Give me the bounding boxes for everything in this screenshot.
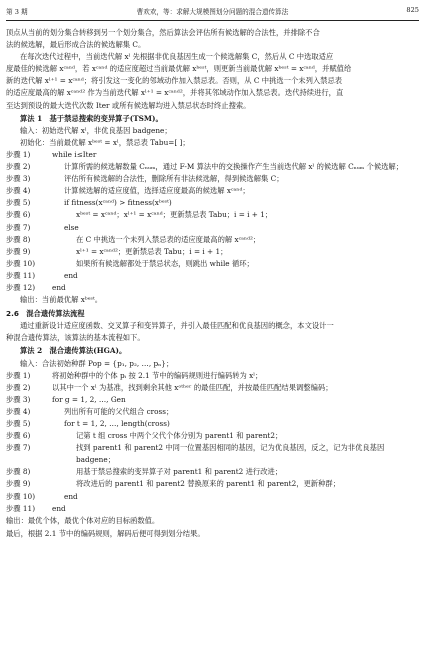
text-line: 至达到预设的最大迭代次数 Iter 或所有候选解均进入禁忌状态时终止搜索。 [6,100,251,110]
step-label: 步骤 1) [6,370,31,380]
step-text: for g = 1, 2, …, Gen [52,394,126,404]
algorithm-output: 输出：最优个体，最优个体对应的目标函数值。 [6,515,160,525]
step-text: end [64,491,78,501]
step-text: xˡ⁺¹ = xᶜᵃⁿᵈ²；更新禁忌表 Tabu；i = i + 1； [76,246,228,256]
step-label: 步骤 11) [6,503,36,513]
step-text: 找到 parent1 和 parent2 中同一位置基因相同的基因，记为优良基因，反之，记为非优良基因 badgene； [76,443,385,465]
text-line: 在每次迭代过程中，当前迭代解 xˡ 先根据非优良基因生成一个候选解集 C，然后从 C 中选取适应 [20,52,334,62]
algorithm-step [6,466,419,478]
step-text: xᵇᵉˢᵗ = xᶜᵃⁿᵈ；xˡ⁺¹ = xᶜᵃⁿᵈ；更新禁忌表 Tabu；i = i + 1； [76,210,273,220]
paragraph-intro [6,27,419,51]
step-label: 步骤 7) [6,222,31,232]
algorithm-step [6,430,419,442]
algorithm-init: 初始化：当前最优解 xᵇᵉˢᵗ = xˡ，禁忌表 Tabu=[ ]； [20,137,190,147]
algorithm-title: 算法 1 基于禁忌搜索的变异算子(TSM)。 [20,113,163,123]
algorithm-step [6,185,419,197]
algorithm-title: 算法 2 混合遗传算法(HGA)。 [20,346,127,356]
text-line: 种混合遗传算法，该算法的基本流程如下。 [6,333,145,343]
algorithm-1 [6,113,419,307]
algorithm-step [6,491,419,503]
step-text: end [52,282,66,292]
step-text: for t = 1, 2, …, length(cross) [64,419,170,428]
algorithm-steps [6,370,419,515]
paragraph-section [6,320,419,344]
step-text: 用基于禁忌搜索的变异算子对 parent1 和 parent2 进行改进； [76,467,283,477]
step-label: 步骤 1) [6,149,31,159]
running-header [6,6,419,20]
section-heading: 2.6 混合遗传算法流程 [6,309,85,319]
algorithm-step [6,442,419,466]
algorithm-output: 输出：当前最优解 xᵇᵉˢᵗ。 [20,295,103,305]
algorithm-steps [6,149,419,294]
algorithm-step [6,370,419,382]
step-text: 将改进后的 parent1 和 parent2 替换原来的 parent1 和 parent2，更新种群； [76,479,340,489]
step-label: 步骤 4) [6,186,31,196]
step-label: 步骤 6) [6,431,31,441]
step-text: 列出所有可能的父代组合 cross； [64,406,174,416]
step-label: 步骤 3) [6,394,31,404]
page-number: 825 [406,6,419,14]
step-label: 步骤 4) [6,406,31,416]
algorithm-step [6,406,419,418]
algorithm-step [6,478,419,490]
step-text: 计算所需的候选解数量 Cₙᵤₘ，通过 F-M 算法中的交换操作产生当前迭代解 xˡ 的候选解 Cₙᵤₘ 个候选解； [64,162,404,172]
step-label: 步骤 9) [6,479,31,489]
algorithm-input: 输入：初始迭代解 xˡ，非优良基因 badgene； [20,125,172,135]
text-line: 的适应度最高的解 xᶜᵃⁿᵈ² 作为当前迭代解 xˡ⁺¹ = xᶜᵃⁿᵈ²，并将其邻域动作加入禁忌表。迭代持续进行，直 [6,88,344,98]
step-label: 步骤 8) [6,467,31,477]
step-label: 步骤 5) [6,198,31,208]
step-label: 步骤 10) [6,258,36,268]
step-label: 步骤 10) [6,491,36,501]
algorithm-step [6,173,419,185]
algorithm-step [6,149,419,161]
algorithm-input: 输入：合法初始种群 Pop = {p₁, p₂, …, pₙ}； [20,358,174,368]
step-text: while i≤Iter [52,149,97,159]
step-text: else [64,222,79,232]
step-text: 在 C 中挑选一个未列入禁忌表的适应度最高的解 xᶜᵃⁿᵈ²； [76,234,261,244]
algorithm-step [6,394,419,406]
step-text: 计算候选解的适应度值，选择适应度最高的候选解 xᶜᵃⁿᵈ； [64,186,250,196]
step-label: 步骤 6) [6,210,31,220]
step-label: 步骤 3) [6,174,31,184]
header-rule [6,20,419,21]
issue-number: 第 3 期 [6,8,28,16]
step-label: 步骤 8) [6,234,31,244]
algorithm-step [6,222,419,234]
step-label: 步骤 12) [6,282,36,292]
algorithm-step [6,197,419,209]
algorithm-step [6,270,419,282]
algorithm-step [6,258,419,270]
text-line: 法的候选解，最后形成合法的候选解集 C。 [6,40,146,50]
step-label: 步骤 11) [6,270,36,280]
algorithm-step [6,234,419,246]
step-text: end [52,503,66,513]
algorithm-step [6,246,419,258]
step-text: end [64,270,78,280]
body-text [6,27,419,540]
running-title: 曹欢欢，等：求解大规模图划分问题的混合遗传算法 [136,8,289,16]
step-label: 步骤 2) [6,162,31,172]
step-text: if fitness(xᶜᵃⁿᵈ) > fitness(xᵇᵉˢᵗ) [64,198,172,208]
step-label: 步骤 5) [6,419,31,428]
algorithm-step [6,418,419,430]
step-label: 步骤 9) [6,246,31,256]
text-line: 顶点从当前的划分集合转移到另一个划分集合，然后算法会评估所有候选解的合法性，并排除不合 [6,28,320,37]
step-label: 步骤 7) [6,443,31,453]
algorithm-step [6,382,419,394]
step-text: 以其中一个 xˡ 为基准，找到剩余其他 xᵒᵗʰᵉʳ 的最佳匹配，并按最佳匹配结果调整编码； [52,382,333,392]
step-text: 评估所有候选解的合法性，删除所有非法候选解，得到候选解集 C； [64,174,284,184]
text-line: 新的迭代解 xˡ⁺¹ = xᶜᵃⁿᵈ；将引发这一变化的邻域动作加入禁忌表。否则，从 C 中挑选一个未列入禁忌表 [6,76,343,86]
paragraph-final: 最后，根据 2.1 节中的编码规则，解码后便可得到划分结果。 [6,528,205,538]
algorithm-step [6,282,419,294]
algorithm-step [6,503,419,515]
step-text: 记第 t 组 cross 中两个父代个体分别为 parent1 和 parent2； [76,431,283,441]
algorithm-step [6,209,419,221]
step-text: 将初始种群中的个体 pᵢ 按 2.1 节中的编码规则进行编码转为 xˡ； [52,370,263,380]
step-text: 如果所有候选解都处于禁忌状态，则跳出 while 循环； [76,258,254,268]
text-line: 通过重新设计适应度函数、交叉算子和变异算子，并引入最佳匹配和优良基因的概念，本文设计一 [20,321,334,331]
algorithm-2 [6,345,419,526]
paragraph-iteration [6,51,419,111]
step-label: 步骤 2) [6,382,31,392]
text-line: 度最佳的候选解 xᶜᵃⁿᵈ，若 xᶜᵃⁿᵈ 的适应度超过当前最优解 xᵇᵉˢᵗ，则更新当前最优解 xᵇᵉˢᵗ = xᶜᵃⁿᵈ，并赋值给 [6,64,352,74]
algorithm-step [6,161,419,173]
